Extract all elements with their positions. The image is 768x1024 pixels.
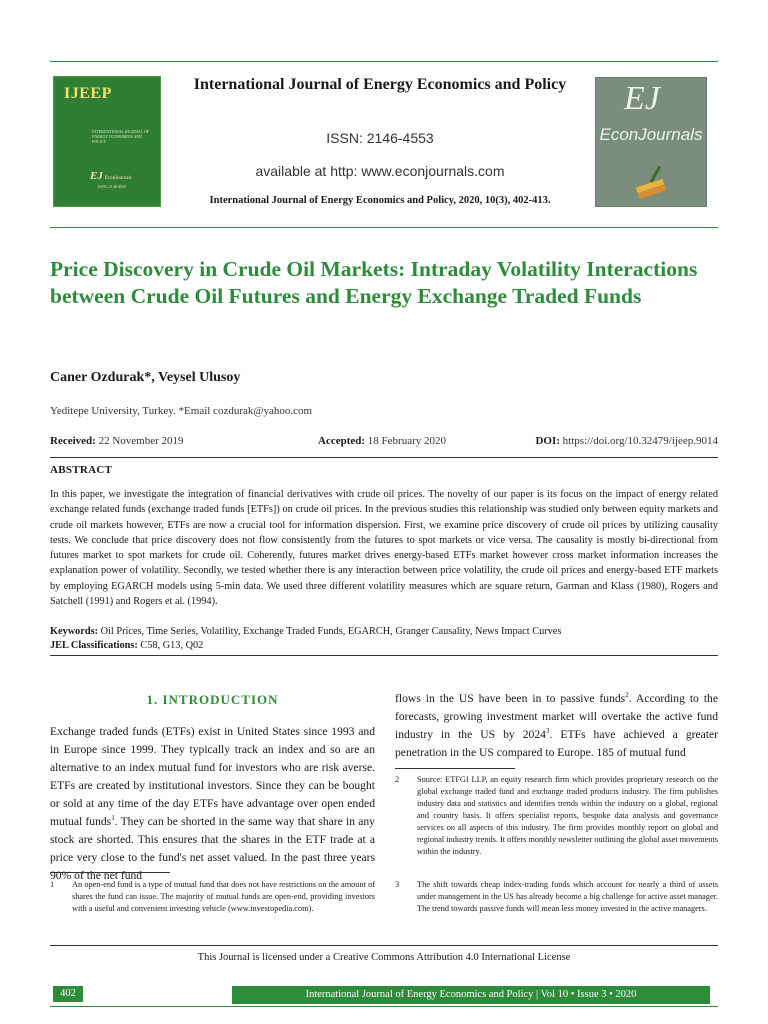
article-citation: International Journal of Energy Economics and Policy, 2020, 10(3), 402-413.: [209, 195, 551, 206]
abstract-top-rule: [50, 457, 718, 458]
journal-url[interactable]: available at http: www.econjournals.com: [255, 163, 505, 179]
footnote-rule-1: [50, 872, 170, 873]
keywords: Keywords: Oil Prices, Time Series, Volatility, Exchange Traded Funds, EGARCH, Granger Causality, News Impact Curves: [50, 626, 562, 637]
page-number: 402: [53, 986, 83, 1002]
doi-link[interactable]: DOI: https://doi.org/10.32479/ijeep.9014: [535, 435, 718, 447]
journal-issn: ISSN: 2146-4553: [326, 130, 434, 146]
accepted-date: Accepted: 18 February 2020: [318, 435, 447, 447]
cover-title: IJEEP: [64, 85, 112, 102]
license-notice: This Journal is licensed under a Creative Commons Attribution 4.0 International License: [197, 952, 571, 963]
abstract-text: In this paper, we investigate the integration of financial derivatives with crude oil prices. The novelty of our paper is its focus on the impact of energy related exchange related funds (exchange traded funds [ETFs]) on crude oil prices. In the previous studies this relationship was studied only between equity markets and crude oil markets however, ETFs are now a crucial tool for information dispersion. First, we examine price discovery of crude oil prices by utilizing causality tests. We conclude that price discovery does not flow consistently from the futures to spot markets or vice versa. The causality is mostly bi-directional from futures market to spot markets for crude oil. Coherently, futures market drives energy-based ETFs market however cross market information increases the explanation power of volatility. Secondly, we tested whether there is any interaction between price volatility, the crude oil prices and energy-based ETF markets by employing EGARCH models using 5-min data. We used three different volatility measures which are square return, Garman and Klass (1980), Rogers and Satchell (1991) and Rogers et al. (1994).: [50, 489, 718, 608]
article-title: Price Discovery in Crude Oil Markets: Intraday Volatility Interactions between Crude Oil Futures and Energy Exchange Traded Funds: [50, 257, 698, 308]
article-authors: Caner Ozdurak*, Veysel Ulusoy: [50, 370, 241, 385]
econjournals-wordmark: EconJournals: [599, 125, 703, 144]
cover-issn: ISSN: 2146-4553: [98, 184, 127, 189]
footnote-2: 2 Source: ETFGI LLP, an equity research firm which provides proprietary research on the global exchange traded fund and exchange traded products industry. The firm publishes industry data and statistics and identifies trends within the industry on a global, regional and country basis. It offers specialist reports, bespoke data analysis and governance services on all aspects of this industry. The firm provides monthly report on global and regional industry trends. It offers monthly newsletter outlining the global asset movements within the industry.: [395, 775, 718, 856]
footnote-ref-1[interactable]: 1: [111, 814, 115, 823]
jel-classifications: JEL Classifications: C58, G13, Q02: [50, 639, 204, 651]
footer-green-rule: [50, 1006, 718, 1007]
abstract-bottom-rule: [50, 655, 718, 656]
ej-mark: EJ: [624, 80, 660, 117]
footnote-ref-3[interactable]: 3: [545, 727, 550, 736]
header-top-rule: [50, 61, 718, 62]
keywords-block: [50, 625, 718, 652]
books-icon: [634, 163, 670, 199]
footer-rule: [50, 945, 718, 946]
econjournals-logo: [595, 77, 707, 207]
abstract-heading: ABSTRACT: [50, 464, 113, 476]
journal-title: International Journal of Energy Economics and Policy: [193, 76, 567, 93]
section-heading: 1. INTRODUCTION: [146, 692, 279, 707]
footnote-ref-2[interactable]: 2: [625, 691, 629, 700]
footnote-1: 1 An open-end fund is a type of mutual fund that does not have restrictions on the amount of shares the fund can issue. The majority of mutual funds are open-end, providing investors with a useful and convenient investing vehicle (www.investopedia.com).: [50, 880, 375, 913]
footnote-rule-2: [395, 768, 515, 769]
cover-subtitle: INTERNATIONAL JOURNAL OF ENERGY ECONOMICS AND POLICY: [92, 129, 150, 144]
journal-cover-image: [53, 76, 161, 207]
cover-logo: EJ EconJournals: [90, 170, 132, 182]
running-footer: International Journal of Energy Economics and Policy | Vol 10 • Issue 3 • 2020: [232, 986, 710, 1004]
footnote-3: 3 The shift towards cheap index-trading funds which account for nearly a third of assets under management in the US has already become a big challenge for active asset manager. The trend towards passive funds will mean less money invested in the active managers.: [395, 880, 718, 913]
intro-column-1: Exchange traded funds (ETFs) exist in United States since 1993 and in Europe since 1999. They typically track an index and so are an alternative to an index mutual fund for investors who are risk averse. ETFs are created by institutional investors. Since they can be bought or sold at any time of the day ETFs have advantage over open ended mutual funds$^1$. They can be shorted in the same way that share in any stock are shorted. This ensures that the shares in the ETF trade at a price very close to the fund's net asset valued. In the past three years 90% of the net fund: [50, 725, 375, 882]
intro-column-2: flows in the US have been in to passive funds$^2$. According to the forecasts, growing investment market will overtake the active fund industry in the US by 2024$^3$. ETFs have achieved a greater penetration in the US compared to Europe. 185 of mutual fund: [395, 691, 719, 759]
received-date: Received: 22 November 2019: [50, 435, 184, 447]
header-bottom-rule: [50, 227, 718, 228]
author-affiliation: Yeditepe University, Turkey. *Email cozdurak@yahoo.com: [50, 405, 313, 417]
